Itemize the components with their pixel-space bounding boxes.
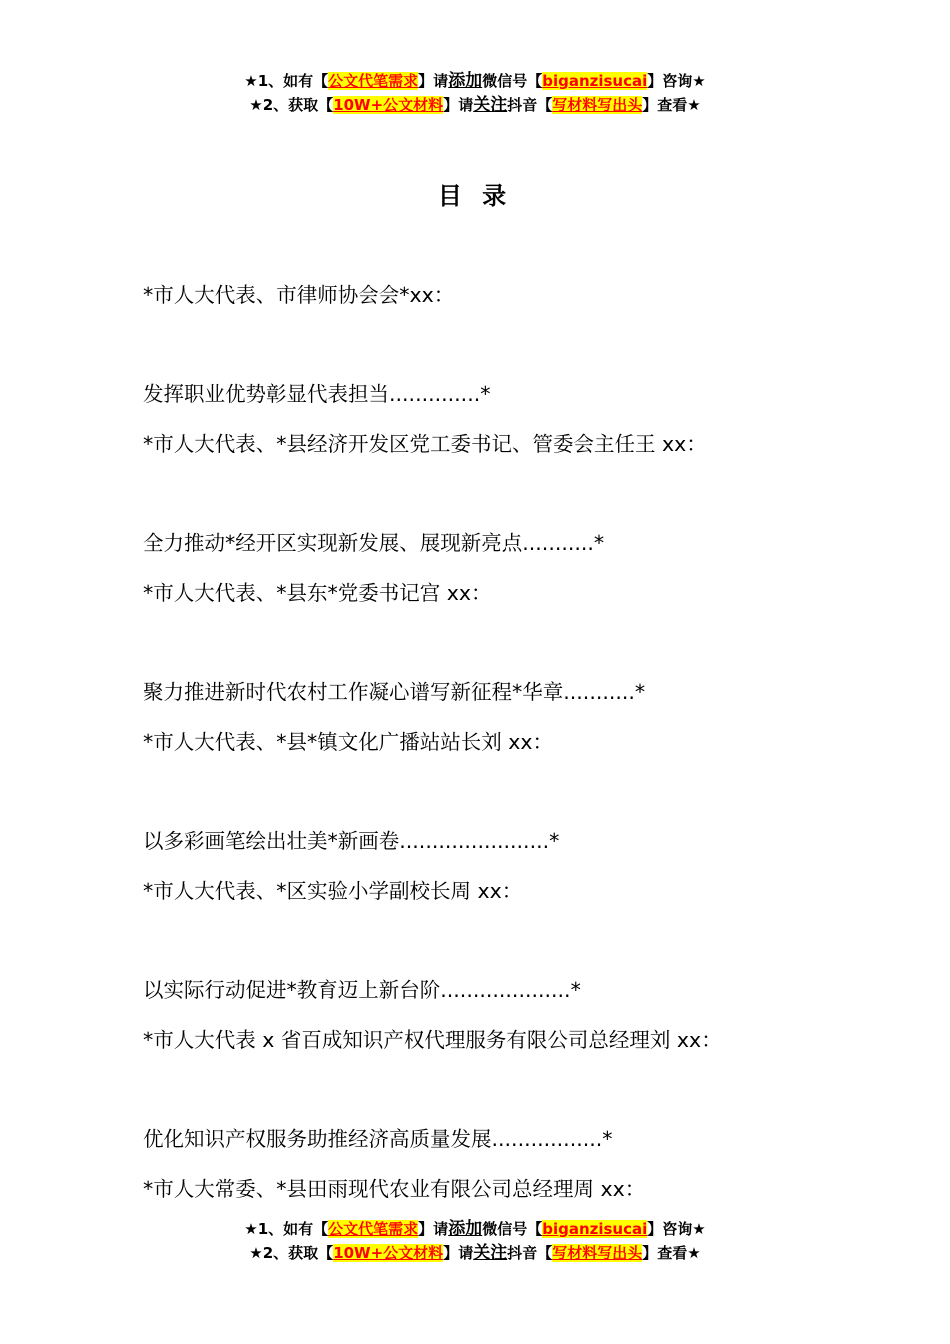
toc-author: *市人大代表、市律师协会会*xx： bbox=[143, 283, 455, 307]
toc-author: *市人大代表、*区实验小学副校长周 xx： bbox=[143, 879, 523, 903]
banner-highlight: 公文代笔需求 bbox=[328, 72, 419, 90]
toc-heading: 全力推动*经开区实现新发展、展现新亮点...........* bbox=[143, 531, 605, 555]
banner-text: 】请 bbox=[418, 72, 449, 90]
banner-underline: 关注 bbox=[473, 95, 508, 115]
toc-author: *市人大代表、*县东*党委书记宫 xx： bbox=[143, 581, 492, 605]
banner-line-2 bbox=[0, 1241, 950, 1265]
banner-text: ★1、如有【 bbox=[244, 1220, 329, 1238]
banner-text: ★2、获取【 bbox=[249, 1244, 334, 1262]
banner-underline: 添加 bbox=[448, 71, 483, 91]
toc-heading: 聚力推进新时代农村工作凝心谱写新征程*华章...........* bbox=[143, 680, 646, 704]
banner-text: 】咨询★ bbox=[647, 72, 706, 90]
toc-heading: 发挥职业优势彰显代表担当..............* bbox=[143, 382, 491, 406]
banner-line-1 bbox=[0, 1217, 950, 1241]
banner-highlight: biganzisucai bbox=[542, 72, 648, 90]
banner-highlight: biganzisucai bbox=[542, 1220, 648, 1238]
footer-banner bbox=[0, 1217, 950, 1265]
banner-text: 】查看★ bbox=[642, 96, 701, 114]
banner-highlight: 10W+公文材料 bbox=[333, 96, 444, 114]
banner-text: ★1、如有【 bbox=[244, 72, 329, 90]
banner-highlight: 公文代笔需求 bbox=[328, 1220, 419, 1238]
toc-heading: 以实际行动促进*教育迈上新台阶....................* bbox=[143, 978, 581, 1002]
toc-heading: 优化知识产权服务助推经济高质量发展.................* bbox=[143, 1127, 613, 1151]
toc-author: *市人大代表、*县*镇文化广播站站长刘 xx： bbox=[143, 730, 554, 754]
banner-text: 】请 bbox=[443, 1244, 474, 1262]
banner-highlight: 写材料写出头 bbox=[552, 1244, 643, 1262]
banner-text: 】查看★ bbox=[642, 1244, 701, 1262]
banner-text: 】咨询★ bbox=[647, 1220, 706, 1238]
banner-text: 抖音【 bbox=[507, 1244, 553, 1262]
banner-highlight: 10W+公文材料 bbox=[333, 1244, 444, 1262]
banner-text: 抖音【 bbox=[507, 96, 553, 114]
banner-text: 微信号【 bbox=[482, 72, 543, 90]
banner-text: 】请 bbox=[418, 1220, 449, 1238]
banner-underline: 添加 bbox=[448, 1219, 483, 1239]
banner-text: 微信号【 bbox=[482, 1220, 543, 1238]
page-title: 目 录 bbox=[437, 182, 513, 210]
toc-author: *市人大常委、*县田雨现代农业有限公司总经理周 xx： bbox=[143, 1177, 646, 1201]
toc-author: *市人大代表、*县经济开发区党工委书记、管委会主任王 xx： bbox=[143, 432, 707, 456]
banner-text: 】请 bbox=[443, 96, 474, 114]
toc-heading: 以多彩画笔绘出壮美*新画卷.......................* bbox=[143, 829, 560, 853]
toc-author: *市人大代表 x 省百成知识产权代理服务有限公司总经理刘 xx： bbox=[143, 1028, 722, 1052]
banner-line-2 bbox=[0, 93, 950, 117]
banner-highlight: 写材料写出头 bbox=[552, 96, 643, 114]
banner-underline: 关注 bbox=[473, 1243, 508, 1263]
banner-text: ★2、获取【 bbox=[249, 96, 334, 114]
banner-line-1 bbox=[0, 69, 950, 93]
header-banner bbox=[0, 69, 950, 117]
